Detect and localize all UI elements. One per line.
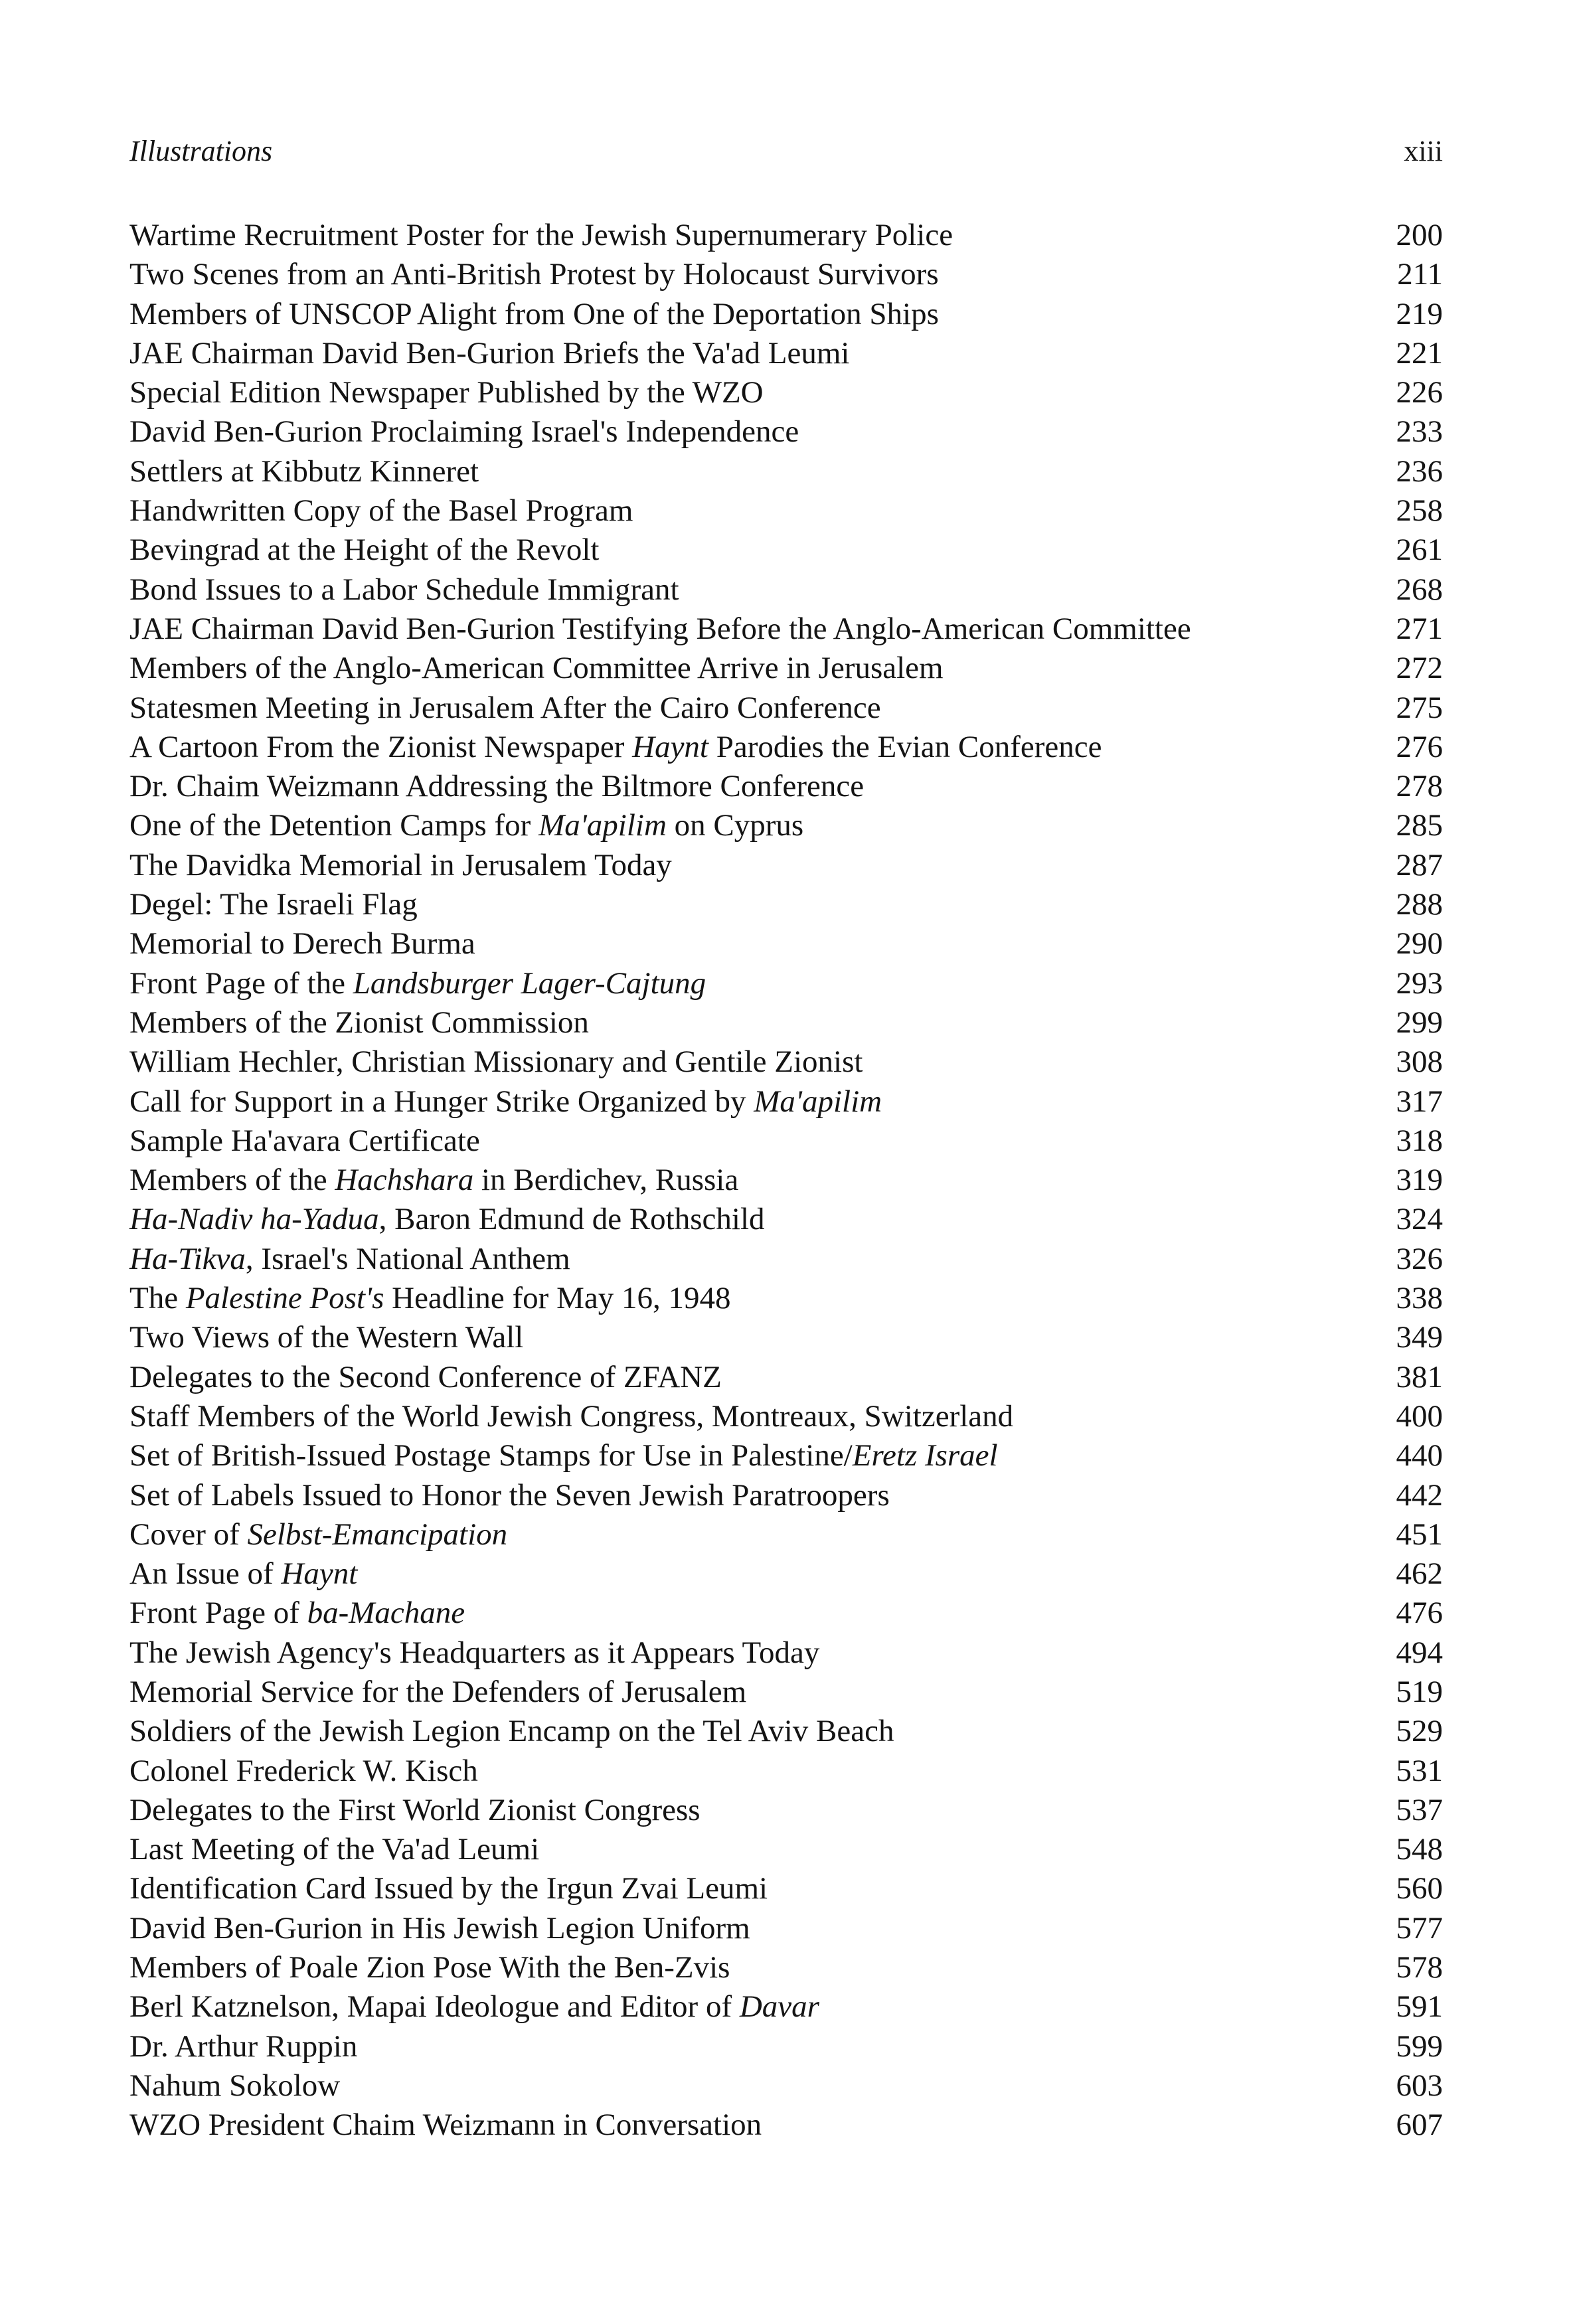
illustration-page-number: 200 xyxy=(1396,218,1443,252)
illustration-page-number: 494 xyxy=(1396,1635,1443,1670)
illustration-title xyxy=(129,452,479,491)
title-text: Handwritten Copy of the Basel Program xyxy=(129,493,633,529)
page-number: xiii xyxy=(1404,135,1443,167)
title-text: Wartime Recruitment Poster for the Jewish Supernumerary Police xyxy=(129,218,953,252)
title-text: The Davidka Memorial in Jerusalem Today xyxy=(129,847,672,882)
title-text: Special Edition Newspaper Published by the WZO xyxy=(129,375,764,410)
title-text: Bevingrad at the Height of the Revolt xyxy=(129,533,600,568)
illustration-title xyxy=(129,806,803,845)
list-item xyxy=(129,1436,1443,1475)
list-item xyxy=(129,610,1443,649)
title-text: Members of the xyxy=(129,1163,335,1198)
list-item xyxy=(129,531,1443,570)
illustration-title xyxy=(129,334,849,373)
illustration-title xyxy=(129,1121,480,1161)
title-text: Two Scenes from an Anti-British Protest by Holocaust Survivors xyxy=(129,257,939,292)
list-item xyxy=(129,1240,1443,1279)
illustration-title xyxy=(129,924,475,963)
illustration-title xyxy=(129,216,953,255)
italic-text: Haynt xyxy=(281,1556,358,1592)
illustration-page-number: 275 xyxy=(1396,690,1443,725)
title-text: David Ben-Gurion in His Jewish Legion Uniform xyxy=(129,1910,750,1946)
title-text: Members of Poale Zion Pose With the Ben-Zvis xyxy=(129,1950,730,1985)
list-item xyxy=(129,924,1443,963)
italic-text: Hachshara xyxy=(335,1163,474,1198)
list-item xyxy=(129,1909,1443,1948)
title-text: in Berdichev, Russia xyxy=(473,1163,739,1198)
illustration-title xyxy=(129,728,1102,767)
illustration-page-number: 258 xyxy=(1396,493,1443,529)
title-text: David Ben-Gurion Proclaiming Israel's Independence xyxy=(129,414,799,450)
title-text: The xyxy=(129,1281,186,1316)
list-item xyxy=(129,885,1443,924)
title-text: One of the Detention Camps for xyxy=(129,808,539,843)
illustration-title xyxy=(129,964,706,1003)
illustrations-list xyxy=(129,216,1443,2145)
list-item xyxy=(129,1673,1443,1712)
illustration-title xyxy=(129,1791,701,1830)
italic-text: ba-Machane xyxy=(307,1596,465,1631)
list-item xyxy=(129,373,1443,412)
italic-text: Haynt xyxy=(632,729,708,764)
italic-text: Landsburger Lager-Cajtung xyxy=(353,965,706,1001)
illustration-page-number: 529 xyxy=(1396,1714,1443,1749)
illustration-title xyxy=(129,255,939,294)
illustration-page-number: 226 xyxy=(1396,375,1443,410)
illustration-page-number: 537 xyxy=(1396,1792,1443,1827)
title-text: The Jewish Agency's Headquarters as it Appears Today xyxy=(129,1635,820,1670)
title-text: Cover of xyxy=(129,1517,248,1552)
illustration-title xyxy=(129,1869,768,1908)
title-text: JAE Chairman David Ben-Gurion Testifying Before the Anglo-American Committee xyxy=(129,611,1191,646)
illustration-title xyxy=(129,1003,589,1042)
illustration-page-number: 276 xyxy=(1396,729,1443,764)
illustration-page-number: 261 xyxy=(1396,533,1443,568)
illustration-page-number: 324 xyxy=(1396,1202,1443,1237)
italic-text: Ha-Nadiv ha-Yadua xyxy=(129,1202,379,1237)
illustration-page-number: 299 xyxy=(1396,1005,1443,1040)
list-item xyxy=(129,570,1443,610)
illustration-title xyxy=(129,1594,465,1633)
illustration-title xyxy=(129,1909,750,1948)
illustration-title xyxy=(129,1830,539,1869)
list-item xyxy=(129,334,1443,373)
illustration-page-number: 607 xyxy=(1396,2108,1443,2143)
illustration-page-number: 349 xyxy=(1396,1320,1443,1355)
list-item xyxy=(129,491,1443,531)
illustration-page-number: 293 xyxy=(1396,965,1443,1001)
title-text: , Baron Edmund de Rothschild xyxy=(378,1202,765,1237)
title-text: Front Page of the xyxy=(129,965,353,1001)
illustration-title xyxy=(129,1200,765,1239)
running-head xyxy=(129,131,1443,171)
title-text: Berl Katznelson, Mapai Ideologue and Editor of xyxy=(129,1989,740,2025)
list-item xyxy=(129,806,1443,845)
title-text: Statesmen Meeting in Jerusalem After the Cairo Conference xyxy=(129,690,881,725)
illustration-title xyxy=(129,1318,523,1357)
list-item xyxy=(129,1791,1443,1830)
list-item xyxy=(129,1712,1443,1751)
illustration-title xyxy=(129,1673,746,1712)
title-text: William Hechler, Christian Missionary and Gentile Zionist xyxy=(129,1044,863,1080)
illustration-title xyxy=(129,2027,357,2066)
italic-text: Ma'apilim xyxy=(538,808,667,843)
list-item xyxy=(129,1003,1443,1042)
list-item xyxy=(129,689,1443,728)
title-text: Settlers at Kibbutz Kinneret xyxy=(129,454,479,489)
illustration-page-number: 548 xyxy=(1396,1832,1443,1867)
list-item xyxy=(129,412,1443,452)
title-text: Members of the Anglo-American Committee Arrive in Jerusalem xyxy=(129,651,944,686)
illustration-title xyxy=(129,1161,738,1200)
illustration-page-number: 591 xyxy=(1396,1989,1443,2025)
illustration-title xyxy=(129,1987,819,2027)
list-item xyxy=(129,1752,1443,1791)
illustration-title xyxy=(129,570,679,610)
illustration-page-number: 268 xyxy=(1396,572,1443,607)
illustration-title xyxy=(129,767,864,806)
illustration-title xyxy=(129,373,764,412)
illustration-title xyxy=(129,1240,570,1279)
illustration-page-number: 599 xyxy=(1396,2029,1443,2064)
illustration-title xyxy=(129,846,672,885)
illustration-title xyxy=(129,1042,863,1082)
list-item xyxy=(129,1161,1443,1200)
illustration-page-number: 219 xyxy=(1396,296,1443,331)
illustration-page-number: 233 xyxy=(1396,414,1443,450)
illustration-title xyxy=(129,1948,730,1987)
title-text: Dr. Arthur Ruppin xyxy=(129,2029,358,2064)
illustration-page-number: 442 xyxy=(1396,1477,1443,1513)
illustration-title xyxy=(129,1082,882,1121)
illustration-title xyxy=(129,1436,998,1475)
italic-text: Selbst-Emancipation xyxy=(247,1517,508,1552)
illustration-title xyxy=(129,689,881,728)
title-text: Delegates to the First World Zionist Congress xyxy=(129,1792,701,1827)
title-text: on Cyprus xyxy=(666,808,804,843)
title-text: Nahum Sokolow xyxy=(129,2068,341,2103)
list-item xyxy=(129,1554,1443,1594)
list-item xyxy=(129,1515,1443,1554)
title-text: An Issue of xyxy=(129,1556,282,1592)
illustration-title xyxy=(129,2066,340,2106)
list-item xyxy=(129,846,1443,885)
list-item xyxy=(129,1318,1443,1357)
illustration-page-number: 272 xyxy=(1396,651,1443,686)
illustration-page-number: 577 xyxy=(1396,1910,1443,1946)
illustration-page-number: 288 xyxy=(1396,887,1443,922)
title-text: Last Meeting of the Va'ad Leumi xyxy=(129,1832,540,1867)
title-text: Soldiers of the Jewish Legion Encamp on the Tel Aviv Beach xyxy=(129,1714,894,1749)
illustration-page-number: 319 xyxy=(1396,1163,1443,1198)
illustration-page-number: 338 xyxy=(1396,1281,1443,1316)
section-title: Illustrations xyxy=(129,135,273,167)
title-text: Members of the Zionist Commission xyxy=(129,1005,589,1040)
illustration-page-number: 317 xyxy=(1396,1084,1443,1119)
illustration-title xyxy=(129,1476,890,1515)
illustration-title xyxy=(129,1712,894,1751)
illustration-title xyxy=(129,610,1191,649)
illustration-page-number: 221 xyxy=(1396,335,1443,371)
list-item xyxy=(129,649,1443,688)
illustration-title xyxy=(129,1752,478,1791)
list-item xyxy=(129,1397,1443,1436)
illustration-title xyxy=(129,531,599,570)
list-item xyxy=(129,255,1443,294)
title-text: Dr. Chaim Weizmann Addressing the Biltmore Conference xyxy=(129,769,865,804)
list-item xyxy=(129,767,1443,806)
illustration-page-number: 287 xyxy=(1396,847,1443,882)
list-item xyxy=(129,1279,1443,1318)
title-text: Two Views of the Western Wall xyxy=(129,1320,524,1355)
illustration-title xyxy=(129,491,633,531)
title-text: , Israel's National Anthem xyxy=(245,1241,570,1276)
illustration-page-number: 271 xyxy=(1396,611,1443,646)
title-text: JAE Chairman David Ben-Gurion Briefs the Va'ad Leumi xyxy=(129,335,850,371)
list-item xyxy=(129,1121,1443,1161)
title-text: Headline for May 16, 1948 xyxy=(384,1281,731,1316)
title-text: Set of Labels Issued to Honor the Seven Jewish Paratroopers xyxy=(129,1477,890,1513)
list-item xyxy=(129,1042,1443,1082)
list-item xyxy=(129,1830,1443,1869)
illustration-page-number: 519 xyxy=(1396,1674,1443,1709)
title-text: Call for Support in a Hunger Strike Organized by xyxy=(129,1084,754,1119)
illustration-title xyxy=(129,1397,1013,1436)
illustration-title xyxy=(129,412,799,452)
illustration-title xyxy=(129,1358,722,1397)
list-item xyxy=(129,1987,1443,2027)
list-item xyxy=(129,1358,1443,1397)
illustration-page-number: 560 xyxy=(1396,1871,1443,1906)
list-item xyxy=(129,2106,1443,2145)
illustration-title xyxy=(129,1633,819,1673)
italic-text: Davar xyxy=(739,1989,819,2025)
illustration-title xyxy=(129,2106,762,2145)
illustration-page-number: 326 xyxy=(1396,1241,1443,1276)
italic-text: Palestine Post's xyxy=(185,1281,384,1316)
italic-text: Ma'apilim xyxy=(754,1084,882,1119)
illustration-page-number: 531 xyxy=(1396,1753,1443,1788)
list-item xyxy=(129,2066,1443,2106)
illustration-page-number: 285 xyxy=(1396,808,1443,843)
illustration-page-number: 211 xyxy=(1397,257,1443,292)
illustration-page-number: 476 xyxy=(1396,1596,1443,1631)
list-item xyxy=(129,1476,1443,1515)
title-text: Degel: The Israeli Flag xyxy=(129,887,418,922)
title-text: Parodies the Evian Conference xyxy=(708,729,1102,764)
list-item xyxy=(129,295,1443,334)
title-text: Colonel Frederick W. Kisch xyxy=(129,1753,478,1788)
illustration-title xyxy=(129,1279,730,1318)
list-item xyxy=(129,2027,1443,2066)
italic-text: Ha-Tikva xyxy=(129,1241,246,1276)
illustration-page-number: 278 xyxy=(1396,769,1443,804)
illustration-page-number: 462 xyxy=(1396,1556,1443,1592)
illustration-page-number: 236 xyxy=(1396,454,1443,489)
illustration-page-number: 578 xyxy=(1396,1950,1443,1985)
title-text: WZO President Chaim Weizmann in Conversation xyxy=(129,2108,762,2143)
title-text: A Cartoon From the Zionist Newspaper xyxy=(129,729,633,764)
illustration-title xyxy=(129,295,939,334)
list-item xyxy=(129,1869,1443,1908)
list-item xyxy=(129,1082,1443,1121)
illustration-page-number: 290 xyxy=(1396,926,1443,961)
list-item xyxy=(129,1200,1443,1239)
list-item xyxy=(129,964,1443,1003)
title-text: Staff Members of the World Jewish Congress, Montreaux, Switzerland xyxy=(129,1398,1014,1434)
illustration-page-number: 440 xyxy=(1396,1438,1443,1473)
title-text: Front Page of xyxy=(129,1596,307,1631)
list-item xyxy=(129,728,1443,767)
title-text: Memorial Service for the Defenders of Jerusalem xyxy=(129,1674,747,1709)
illustration-title xyxy=(129,1554,357,1594)
illustration-page-number: 451 xyxy=(1396,1517,1443,1552)
illustration-page-number: 318 xyxy=(1396,1123,1443,1158)
illustration-page-number: 308 xyxy=(1396,1044,1443,1080)
title-text: Set of British-Issued Postage Stamps for Use in Palestine/ xyxy=(129,1438,853,1473)
italic-text: Eretz Israel xyxy=(852,1438,998,1473)
illustration-title xyxy=(129,649,944,688)
list-item xyxy=(129,1633,1443,1673)
illustration-title xyxy=(129,1515,507,1554)
title-text: Identification Card Issued by the Irgun Zvai Leumi xyxy=(129,1871,768,1906)
illustration-page-number: 400 xyxy=(1396,1398,1443,1434)
title-text: Sample Ha'avara Certificate xyxy=(129,1123,480,1158)
illustration-page-number: 381 xyxy=(1396,1359,1443,1394)
illustration-title xyxy=(129,885,418,924)
title-text: Delegates to the Second Conference of ZFANZ xyxy=(129,1359,722,1394)
list-item xyxy=(129,1948,1443,1987)
list-item xyxy=(129,216,1443,255)
illustration-page-number: 603 xyxy=(1396,2068,1443,2103)
title-text: Bond Issues to a Labor Schedule Immigrant xyxy=(129,572,679,607)
list-item xyxy=(129,1594,1443,1633)
title-text: Memorial to Derech Burma xyxy=(129,926,475,961)
title-text: Members of UNSCOP Alight from One of the Deportation Ships xyxy=(129,296,939,331)
list-item xyxy=(129,452,1443,491)
